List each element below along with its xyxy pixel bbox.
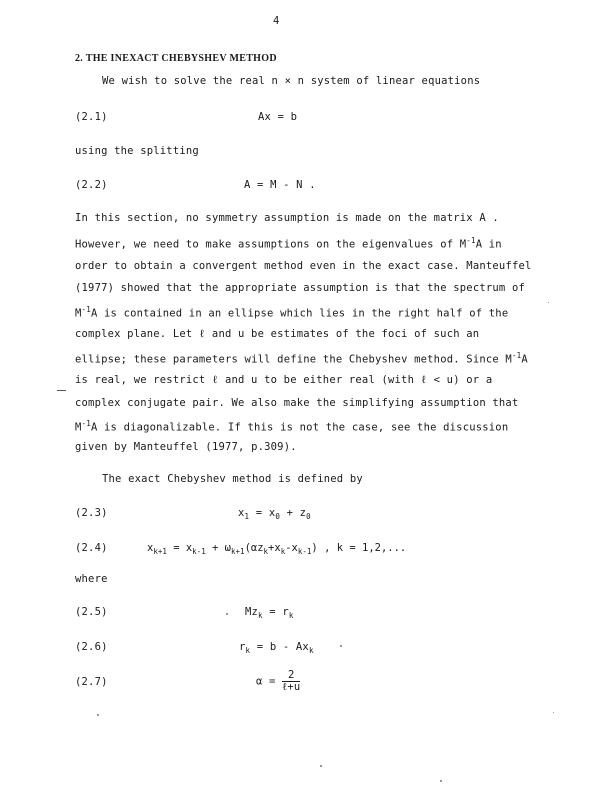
exact-method-line: The exact Chebyshev method is defined by (102, 473, 363, 485)
scan-speck (97, 714, 99, 716)
using-line: using the splitting (75, 145, 199, 157)
eq-2-4-label: (2.4) (75, 542, 108, 554)
eq-2-1-label: (2.1) (75, 111, 108, 123)
paragraph-line-9: complex conjugate pair. We also make the simplifying assumption that (75, 397, 519, 409)
paragraph-line-5: $M^{-1}A$ is contained in an ellipse which lies in the right half of the (75, 305, 509, 320)
eq-2-3: $x_1 = x_0 + z_0$ (238, 507, 311, 522)
scan-speck (553, 712, 554, 713)
scan-mark (57, 390, 66, 391)
eq-2-5-label: (2.5) (75, 606, 108, 618)
eq-2-3-label: (2.3) (75, 507, 108, 519)
where-line: where (75, 573, 108, 585)
eq-2-1: Ax = b (258, 111, 298, 123)
paragraph-line-3: order to obtain a convergent method even in the exact case. Manteuffel (75, 260, 532, 272)
page-number: 4 (273, 15, 280, 27)
eq-2-6: $r_k = b - Ax_k$ (239, 641, 314, 656)
eq-2-7-label: (2.7) (75, 676, 108, 688)
scan-speck (440, 780, 442, 782)
eq-2-4: $x_{k+1} = x_{k-1} + \omega_{k+1}(\alpha z_k+x_k-x_{k-1})$ , k = 1,2,... (147, 542, 407, 557)
eq-2-5: $Mz_k = r_k$ (245, 606, 294, 621)
fraction: $\frac{2}{\text{ℓ+u}}$ (282, 669, 301, 693)
scan-speck (340, 645, 342, 647)
paragraph-line-2: However, we need to make assumptions on the eigenvalues of $M^{-1}A$ in (75, 236, 502, 251)
scan-speck (226, 613, 228, 615)
paragraph-line-8: is real, we restrict ℓ and u to be either real (with ℓ < u) or a (75, 374, 493, 386)
scan-speck (548, 302, 549, 303)
paragraph-line-7: ellipse; these parameters will define the Chebyshev method. Since $M^{-1}A$ (75, 351, 528, 366)
eq-2-2: A = M - N . (244, 179, 316, 191)
intro-line: We wish to solve the real n × n system of linear equations (102, 75, 481, 87)
paragraph-line-4: (1977) showed that the appropriate assumption is that the spectrum of (75, 282, 525, 294)
eq-2-7: α = $\frac{2}{\text{ℓ+u}}$ (256, 669, 301, 693)
section-heading: 2. THE INEXACT CHEBYSHEV METHOD (75, 53, 277, 64)
paragraph-line-6: complex plane. Let ℓ and u be estimates of the foci of such an (75, 328, 480, 340)
paragraph-line-11: given by Manteuffel (1977, p.309). (75, 441, 297, 453)
paragraph-line-10: $M^{-1}A$ is diagonalizable. If this is not the case, see the discussion (75, 419, 509, 434)
eq-2-2-label: (2.2) (75, 179, 108, 191)
eq-2-6-label: (2.6) (75, 641, 108, 653)
paragraph-line-1: In this section, no symmetry assumption is made on the matrix A . (75, 212, 499, 224)
scan-speck (320, 765, 322, 767)
